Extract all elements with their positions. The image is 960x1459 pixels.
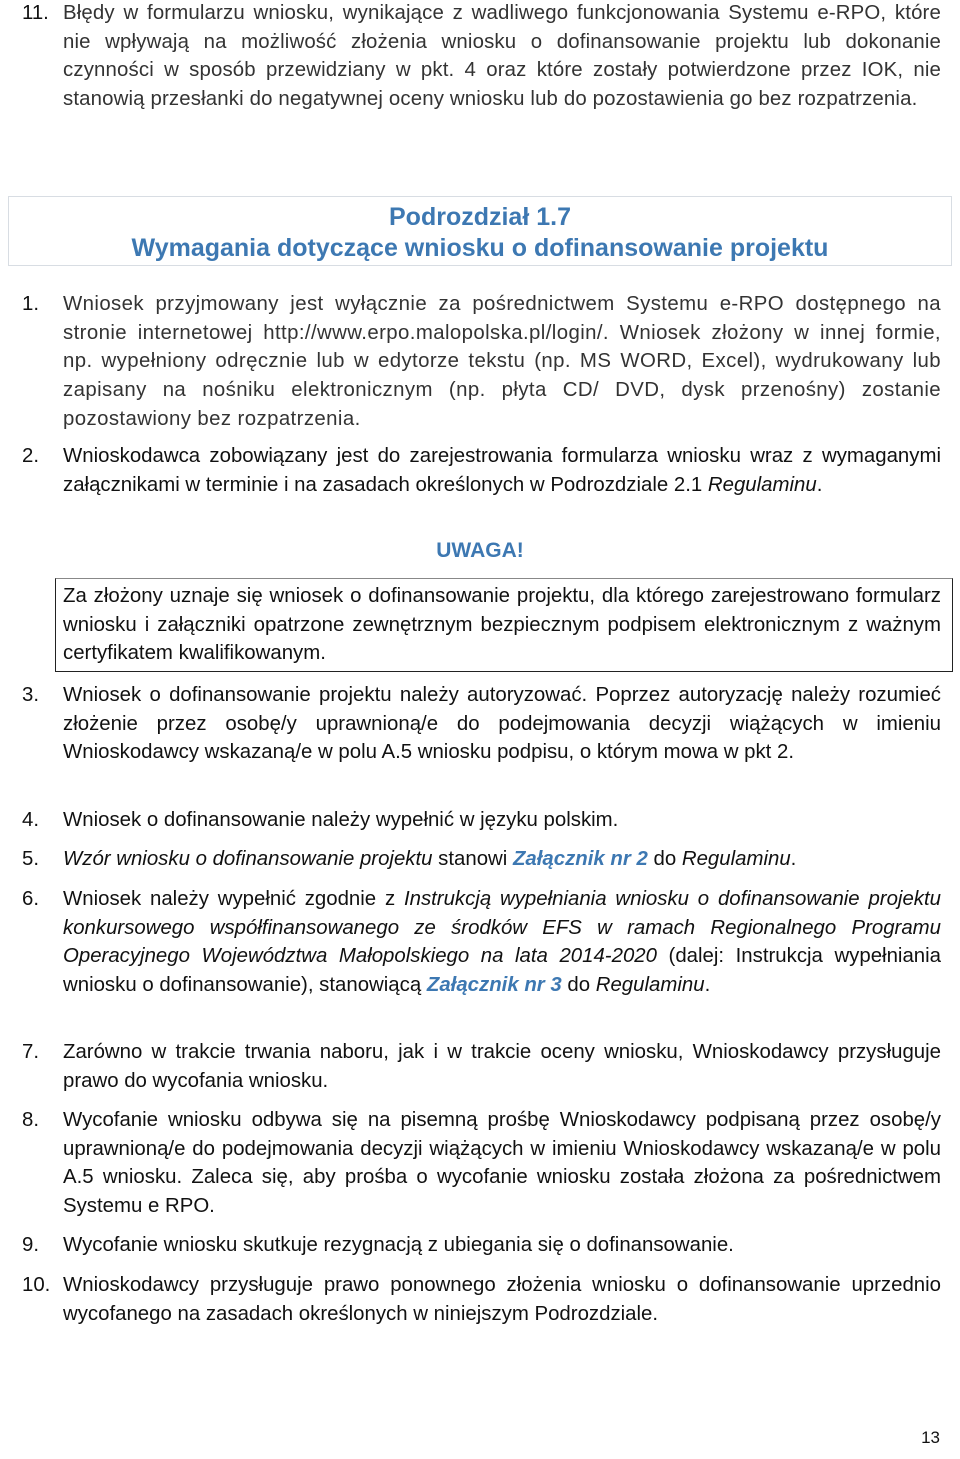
item-number: 8. (22, 1109, 40, 1131)
subchapter-heading-box (8, 196, 952, 266)
item-6-regulamin: Regulaminu (595, 974, 705, 997)
item-6-instruction-title: Instrukcją wypełniania wniosku o dofinansowanie projektu konkursowego współfinansowanego ze środków EFS w ramach Regionalnego Programu Operacyjnego Województwa Małopolskiego na lata 2014-2020 (63, 888, 941, 968)
subchapter-title: Wymagania dotyczące wniosku o dofinansowanie projektu (131, 234, 829, 262)
warning-text: Za złożony uznaje się wniosek o dofinansowanie projektu, dla którego zarejestrowano formularz wniosku i załączniki opatrzone zewnętrznym bezpiecznym podpisem elektronicznym z ważnym certyfikatem kwalifikowanym. (63, 585, 941, 665)
subchapter-number: Podrozdział 1.7 (389, 203, 571, 231)
item-number: 3. (22, 684, 40, 706)
item-5-do: do (647, 848, 682, 870)
item-number: 6. (22, 888, 40, 910)
attachment-2-link[interactable]: Załącznik nr 2 (512, 848, 648, 870)
item-3-text: Wniosek o dofinansowanie projektu należy autoryzować. Poprzez autoryzację należy rozumieć złożenie przez osobę/y uprawnioną/e do podejmowania decyzji wiążących w imieniu Wnioskodawcy wskazaną/e w polu A.5 wniosku podpisu, o którym mowa w pkt 2. (63, 684, 941, 764)
item-number: 5. (22, 848, 40, 870)
item-5-form-title: Wzór wniosku o dofinansowanie projektu (63, 848, 433, 870)
item-1-text: Wniosek przyjmowany jest wyłącznie za pośrednictwem Systemu e-RPO dostępnego na stronie internetowej http://www.erpo.malopolska.pl/login/. Wniosek złożony w innej formie, np. wypełniony odręcznie lub w edytorze tekstu (np. MS WORD, Excel), wydrukowany lub zapisany na nośniku elektronicznym (np. płyta CD/ DVD, dysk przenośny) zostanie pozostawiony bez rozpatrzenia. (63, 293, 941, 430)
item-6-end: . (704, 974, 711, 997)
item-5-mid: stanowi (432, 848, 513, 870)
item-11-text: Błędy w formularzu wniosku, wynikające z wadliwego funkcjonowania Systemu e-RPO, które nie wpływają na możliwość złożenia wniosku o dofinansowanie projektu lub dokonanie czynności w sposób przewidziany w pkt. 4 oraz które zostały potwierdzone przez IOK, nie stanowią przesłanki do negatywnej oceny wniosku lub do pozostawienia go bez rozpatrzenia. (63, 2, 941, 111)
warning-title: UWAGA! (436, 539, 524, 562)
item-6-text (63, 885, 941, 1000)
item-5-end: . (790, 848, 797, 870)
item-6-mid: (dalej: Instrukcja wypełniania wniosku o dofinansowanie), stanowiącą (63, 945, 941, 997)
item-6-start: Wniosek należy wypełnić zgodnie z (63, 888, 404, 910)
page-number: 13 (921, 1428, 940, 1447)
item-7-text: Zarówno w trakcie trwania naboru, jak i w trakcie oceny wniosku, Wnioskodawcy przysługuje prawo do wycofania wniosku. (63, 1041, 941, 1092)
attachment-3-link[interactable]: Załącznik nr 3 (426, 974, 562, 997)
item-2-text (63, 442, 941, 499)
item-4-text: Wniosek o dofinansowanie należy wypełnić w języku polskim. (63, 809, 619, 831)
item-2-main: Wnioskodawca zobowiązany jest do zarejestrowania formularza wniosku wraz z wymaganymi załącznikami w terminie i na zasadach określonych w Podrozdziale 2.1 (63, 445, 941, 496)
item-number: 9. (22, 1234, 40, 1256)
item-number: 10. (22, 1274, 51, 1296)
item-number: 11. (22, 2, 49, 24)
item-10-text: Wnioskodawcy przysługuje prawo ponownego złożenia wniosku o dofinansowanie uprzednio wycofanego na zasadach określonych w niniejszym Podrozdziale. (63, 1274, 941, 1325)
item-5-regulamin: Regulaminu (681, 848, 791, 870)
item-8-text: Wycofanie wniosku odbywa się na pisemną prośbę Wnioskodawcy podpisaną przez osobę/y uprawnioną/e do podejmowania decyzji wiążących w imieniu Wnioskodawcy wskazaną/e w polu A.5 wniosku. Zaleca się, aby prośba o wycofanie wniosku została złożona za pośrednictwem Systemu e RPO. (63, 1109, 941, 1218)
item-2-end: . (816, 473, 823, 496)
item-number: 1. (22, 293, 40, 315)
item-2-regulamin: Regulaminu (707, 473, 817, 496)
item-number: 4. (22, 809, 40, 831)
item-number: 2. (22, 445, 40, 467)
item-5-text (63, 845, 941, 874)
item-number: 7. (22, 1041, 40, 1063)
item-6-do: do (561, 974, 596, 997)
item-9-text: Wycofanie wniosku skutkuje rezygnacją z ubiegania się o dofinansowanie. (63, 1234, 734, 1256)
